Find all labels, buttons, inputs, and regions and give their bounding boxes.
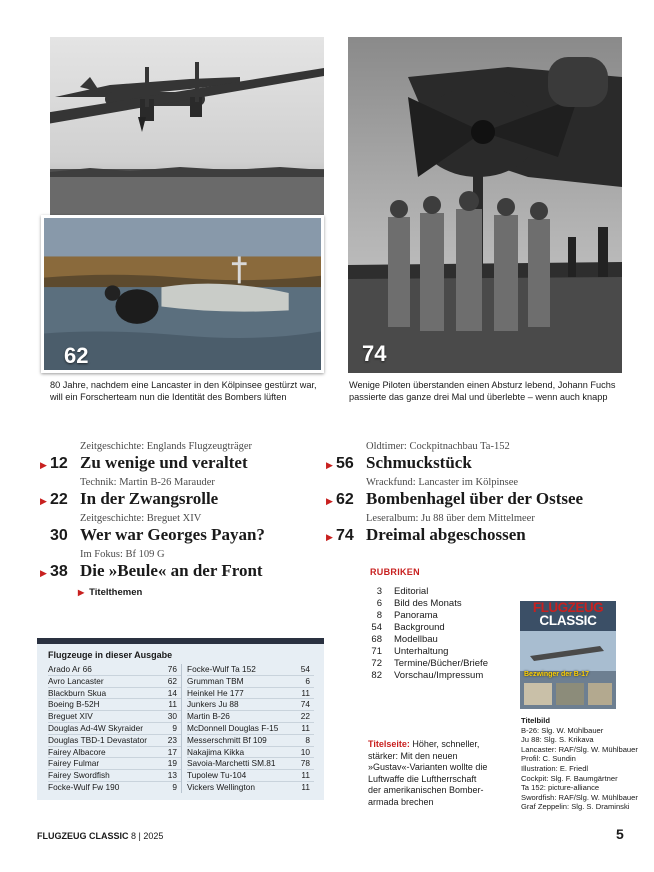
toc-kicker: Leseralbum: Ju 88 über dem Mittelmeer — [366, 513, 535, 524]
rubrik-item[interactable] — [364, 658, 488, 670]
rubrik-label: Modellbau — [394, 634, 438, 645]
aircraft-page: 76 — [167, 664, 177, 674]
toc-entry-22[interactable] — [40, 477, 218, 511]
toc-page-number: 62 — [336, 491, 354, 508]
rubrik-label: Unterhaltung — [394, 646, 449, 657]
cover-thumbnail — [520, 601, 616, 709]
toc-page-number: 22 — [50, 491, 68, 508]
aircraft-page: 78 — [300, 758, 310, 769]
aircraft-page: 30 — [167, 711, 177, 722]
rubrik-page: 72 — [371, 658, 382, 669]
aircraft-row — [187, 711, 314, 723]
cover-title-line2: CLASSIC — [539, 613, 597, 628]
aircraft-page: 8 — [305, 734, 310, 745]
aircraft-index-box — [37, 638, 324, 800]
cover-title-line1: FLUGZEUG — [532, 601, 604, 615]
credit-line: Swordfish: RAF/Slg. W. Mühlbauer — [521, 792, 638, 802]
cover-headline: Bezwinger der B-17 — [524, 671, 589, 678]
titelseite-text — [368, 739, 488, 808]
aircraft-name: Douglas TBD-1 Devastator — [48, 734, 147, 745]
aircraft-row — [187, 676, 314, 688]
rubrik-item[interactable] — [364, 586, 488, 598]
toc-kicker: Zeitgeschichte: Englands Flugzeugträger — [80, 441, 253, 452]
aircraft-page: 54 — [300, 664, 310, 674]
aircraft-row — [48, 770, 181, 782]
credit-line: Ju 88: Slg. S. Krikava — [521, 735, 594, 745]
titelbild-credits — [521, 716, 638, 812]
aircraft-name: Avro Lancaster — [48, 675, 104, 686]
aircraft-page: 19 — [167, 758, 177, 769]
rubrik-page: 6 — [376, 598, 382, 609]
aircraft-index-heading: Flugzeuge in dieser Ausgabe — [48, 650, 173, 660]
aircraft-page: 22 — [300, 711, 310, 722]
toc-page-number: 56 — [336, 455, 354, 472]
aircraft-row — [48, 782, 181, 793]
rubrik-page: 71 — [371, 646, 382, 657]
rubrik-page: 82 — [371, 670, 382, 681]
aircraft-name: Martin B-26 — [187, 711, 230, 722]
rubrik-item[interactable] — [364, 610, 488, 622]
aircraft-row — [48, 723, 181, 735]
aircraft-row — [48, 688, 181, 700]
aircraft-page: 11 — [301, 687, 310, 698]
toc-kicker: Oldtimer: Cockpitnachbau Ta-152 — [366, 441, 510, 452]
aircraft-page: 9 — [172, 722, 177, 733]
rubrik-label: Bild des Monats — [394, 598, 462, 609]
aircraft-page: 62 — [167, 675, 177, 686]
toc-kicker: Wrackfund: Lancaster im Kölpinsee — [366, 477, 519, 488]
toc-title: Schmuckstück — [366, 453, 472, 472]
aircraft-name: Messerschmitt Bf 109 — [187, 734, 267, 745]
aircraft-name: Nakajima Kikka — [187, 746, 245, 757]
aircraft-row — [187, 758, 314, 770]
triangle-right-icon: ▶ — [40, 460, 47, 470]
aircraft-page: 11 — [301, 770, 310, 781]
aircraft-row — [48, 699, 181, 711]
aircraft-page: 14 — [167, 687, 177, 698]
toc-entry-38[interactable] — [40, 549, 263, 583]
aircraft-name: Grumman TBM — [187, 675, 244, 686]
aircraft-row — [187, 664, 314, 676]
rubrik-label: Panorama — [394, 610, 438, 621]
aircraft-name: Tupolew Tu-104 — [187, 770, 247, 781]
credit-line: B-26: Slg. W. Mühlbauer — [521, 725, 604, 735]
titelthemen-note — [78, 587, 142, 598]
aircraft-name: Fairey Swordfish — [48, 770, 110, 781]
footer-magazine — [37, 831, 163, 841]
aircraft-row — [48, 735, 181, 747]
aircraft-page: 74 — [300, 699, 310, 710]
aircraft-name: Junkers Ju 88 — [187, 699, 239, 710]
credits-heading: Titelbild — [521, 716, 550, 725]
aircraft-page: 17 — [167, 746, 177, 757]
toc-title: In der Zwangsrolle — [80, 489, 219, 508]
credit-line: Illustration: E. Friedl — [521, 763, 589, 773]
rubrik-label: Termine/Bücher/Briefe — [394, 658, 488, 669]
aircraft-row — [48, 676, 181, 688]
page-number: 5 — [616, 826, 624, 842]
toc-title: Bombenhagel über der Ostsee — [366, 489, 584, 508]
toc-entry-62[interactable] — [326, 477, 583, 511]
aircraft-page: 6 — [305, 675, 310, 686]
rubrik-item[interactable] — [364, 634, 488, 646]
toc-kicker: Im Fokus: Bf 109 G — [80, 549, 165, 560]
aircraft-name: Blackburn Skua — [48, 687, 107, 698]
aircraft-row — [48, 711, 181, 723]
aircraft-name: Focke-Wulf Fw 190 — [48, 781, 120, 792]
aircraft-name: McDonnell Douglas F-15 — [187, 722, 279, 733]
credit-line: Ta 152: picture-alliance — [521, 783, 600, 793]
triangle-right-icon: ▶ — [326, 496, 333, 506]
toc-entry-56[interactable] — [326, 441, 510, 475]
credit-line: Cockpit: Slg. F. Baumgärtner — [521, 773, 618, 783]
aircraft-name: Arado Ar 66 — [48, 664, 92, 674]
rubrik-page: 8 — [376, 610, 382, 621]
aircraft-name: Heinkel He 177 — [187, 687, 244, 698]
toc-entry-30[interactable] — [40, 513, 265, 546]
titelthemen-label: Titelthemen — [89, 587, 143, 598]
aircraft-row — [187, 735, 314, 747]
toc-page-number: 38 — [50, 563, 68, 580]
aircraft-row — [48, 758, 181, 770]
toc-kicker: Technik: Martin B-26 Marauder — [80, 477, 215, 488]
aircraft-page: 23 — [167, 734, 177, 745]
titelseite-body: Höher, schneller, stärker: Mit den neuen »Gustav«-Varianten wollte die Luftwaffe die Luftherrschaft der amerikanischen Bomber-armada brechen — [368, 739, 488, 807]
aircraft-page: 11 — [301, 781, 310, 792]
toc-kicker: Zeitgeschichte: Breguet XIV — [80, 513, 202, 524]
toc-title: Wer war Georges Payan? — [80, 525, 265, 544]
page-badge-74: 74 — [362, 341, 387, 366]
page-badge-62: 62 — [64, 343, 89, 368]
toc-entry-74[interactable] — [326, 513, 535, 547]
rubrik-label: Vorschau/Impressum — [394, 670, 484, 681]
footer-issue: 8 | 2025 — [131, 831, 164, 841]
ju88-crew-photo — [348, 37, 622, 373]
rubriken-heading: RUBRIKEN — [370, 567, 420, 577]
aircraft-name: Douglas Ad-4W Skyraider — [48, 722, 143, 733]
toc-page-number: 30 — [50, 527, 68, 544]
aircraft-page: 10 — [300, 746, 310, 757]
titelseite-label: Titelseite: — [368, 739, 410, 749]
aircraft-row — [187, 723, 314, 735]
triangle-right-icon: ▶ — [326, 460, 333, 470]
credit-line: Profil: C. Sundin — [521, 754, 576, 764]
aircraft-row — [48, 747, 181, 759]
toc-title: Die »Beule« an der Front — [80, 561, 263, 580]
aircraft-name: Savoia-Marchetti SM.81 — [187, 758, 276, 769]
credit-line: Graf Zeppelin: Slg. S. Draminski — [521, 802, 630, 812]
aircraft-row — [48, 664, 181, 676]
rubrik-label: Background — [394, 622, 445, 633]
footer-magazine-name: FLUGZEUG CLASSIC — [37, 831, 129, 841]
caption-left: 80 Jahre, nachdem eine Lancaster in den Kölpinsee gestürzt war, will ein Forscherteam nun die Identität des Bombers lüften — [50, 380, 317, 402]
rubrik-page: 3 — [376, 586, 382, 597]
aircraft-name: Breguet XIV — [48, 711, 93, 722]
rubrik-item[interactable] — [364, 670, 488, 682]
toc-entry-12[interactable] — [40, 441, 252, 475]
rubrik-page: 68 — [371, 634, 382, 645]
aircraft-row — [187, 699, 314, 711]
aircraft-page: 11 — [168, 699, 177, 710]
triangle-right-icon: ▶ — [78, 588, 85, 597]
aircraft-page: 13 — [167, 770, 177, 781]
triangle-right-icon: ▶ — [40, 496, 47, 506]
aircraft-column-left — [48, 664, 181, 793]
aircraft-row — [187, 770, 314, 782]
rubrik-item[interactable] — [364, 646, 488, 658]
triangle-right-icon: ▶ — [40, 568, 47, 578]
aircraft-row — [187, 782, 314, 793]
toc-page-number: 12 — [50, 455, 68, 472]
rubrik-item[interactable] — [364, 598, 488, 610]
rubrik-item[interactable] — [364, 622, 488, 634]
rubrik-page: 54 — [371, 622, 382, 633]
aircraft-name: Focke-Wulf Ta 152 — [187, 664, 256, 674]
caption-right: Wenige Piloten überstanden einen Absturz lebend, Johann Fuchs passierte das ganze drei Mal und überlebte – wenn auch knapp — [349, 380, 616, 402]
toc-title: Dreimal abgeschossen — [366, 525, 526, 544]
toc-page-number: 74 — [336, 527, 354, 544]
rubrik-label: Editorial — [394, 586, 429, 597]
aircraft-name: Vickers Wellington — [187, 781, 255, 792]
lancaster-flight-photo — [50, 37, 324, 215]
aircraft-page: 9 — [172, 781, 177, 792]
aircraft-page: 11 — [301, 722, 310, 733]
credit-line: Lancaster: RAF/Slg. W. Mühlbauer — [521, 744, 638, 754]
triangle-right-icon: ▶ — [326, 532, 333, 542]
aircraft-row — [187, 747, 314, 759]
aircraft-name: Fairey Fulmar — [48, 758, 100, 769]
aircraft-column-right — [181, 664, 314, 793]
toc-title: Zu wenige und veraltet — [80, 453, 248, 472]
aircraft-name: Fairey Albacore — [48, 746, 106, 757]
rubriken-list — [364, 586, 488, 682]
aircraft-row — [187, 688, 314, 700]
aircraft-name: Boeing B-52H — [48, 699, 100, 710]
